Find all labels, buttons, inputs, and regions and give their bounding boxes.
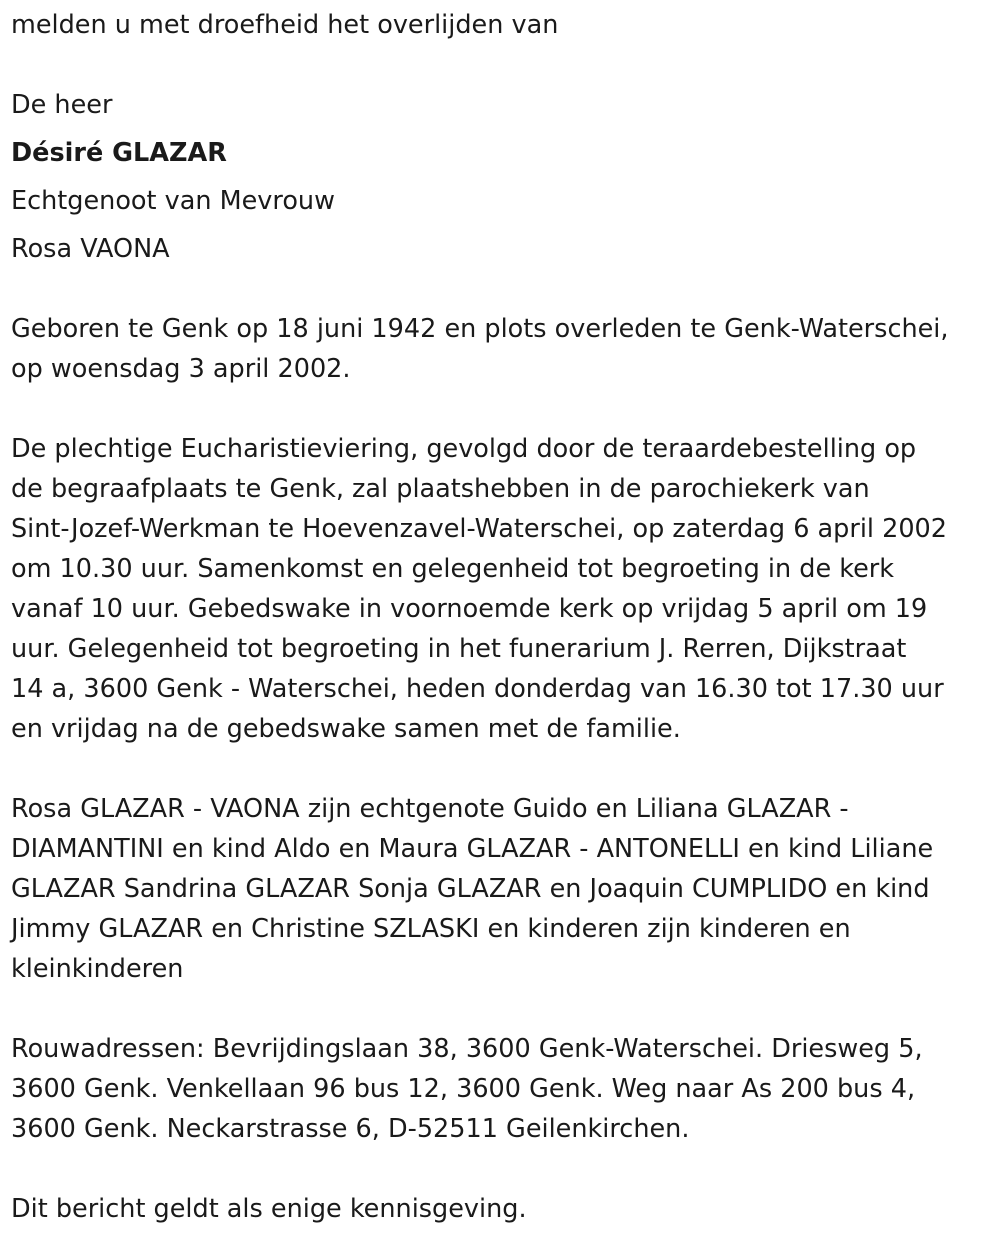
- ceremony-line: Sint-Jozef-Werkman te Hoevenzavel-Waterschei, op zaterdag 6 april 2002: [11, 514, 947, 544]
- family-line: GLAZAR Sandrina GLAZAR Sonja GLAZAR en Joaquin CUMPLIDO en kind: [11, 874, 930, 904]
- salutation: De heer: [11, 90, 113, 120]
- ceremony-line: 14 a, 3600 Genk - Waterschei, heden donderdag van 16.30 tot 17.30 uur: [11, 674, 944, 704]
- birth-death-line-1: Geboren te Genk op 18 juni 1942 en plots overleden te Genk-Waterschei,: [11, 314, 949, 344]
- family-line: kleinkinderen: [11, 954, 184, 984]
- address-line: Rouwadressen: Bevrijdingslaan 38, 3600 Genk-Waterschei. Driesweg 5,: [11, 1034, 923, 1064]
- birth-death-line-2: op woensdag 3 april 2002.: [11, 354, 351, 384]
- ceremony-line: om 10.30 uur. Samenkomst en gelegenheid tot begroeting in de kerk: [11, 554, 895, 584]
- spouse-relation: Echtgenoot van Mevrouw: [11, 186, 335, 216]
- address-line: 3600 Genk. Venkellaan 96 bus 12, 3600 Genk. Weg naar As 200 bus 4,: [11, 1074, 916, 1104]
- family-line: Rosa GLAZAR - VAONA zijn echtgenote Guido en Liliana GLAZAR -: [11, 794, 849, 824]
- ceremony-line: vanaf 10 uur. Gebedswake in voornoemde kerk op vrijdag 5 april om 19: [11, 594, 928, 624]
- closing-text: Dit bericht geldt als enige kennisgeving.: [11, 1194, 527, 1224]
- family-line: Jimmy GLAZAR en Christine SZLASKI en kinderen zijn kinderen en: [11, 914, 851, 944]
- ceremony-line: De plechtige Eucharistieviering, gevolgd door de teraardebestelling op: [11, 434, 917, 464]
- family-line: DIAMANTINI en kind Aldo en Maura GLAZAR - ANTONELLI en kind Liliane: [11, 834, 934, 864]
- ceremony-line: en vrijdag na de gebedswake samen met de familie.: [11, 714, 681, 744]
- address-line: 3600 Genk. Neckarstrasse 6, D-52511 Geilenkirchen.: [11, 1114, 690, 1144]
- ceremony-line: uur. Gelegenheid tot begroeting in het funerarium J. Rerren, Dijkstraat: [11, 634, 907, 664]
- spouse-name: Rosa VAONA: [11, 234, 170, 264]
- intro-text: melden u met droefheid het overlijden van: [11, 10, 559, 40]
- ceremony-line: de begraafplaats te Genk, zal plaatshebben in de parochiekerk van: [11, 474, 870, 504]
- deceased-name: Désiré GLAZAR: [11, 138, 227, 168]
